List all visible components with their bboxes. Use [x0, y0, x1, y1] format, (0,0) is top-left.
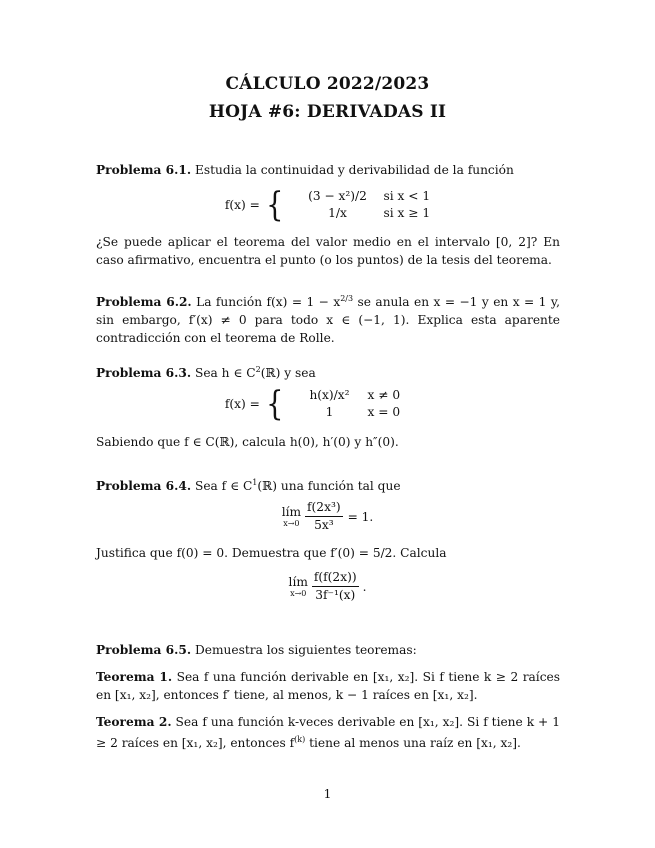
problem-heading: Problema 6.2.: [96, 295, 192, 310]
piecewise-function-2: [0, 384, 655, 424]
exponent: 2/3: [340, 294, 354, 303]
cases-table: [292, 188, 431, 222]
title-line-2: HOJA #6: DERIVADAS II: [208, 102, 447, 122]
problem-6-5-statement: [96, 641, 560, 659]
problem-6-1-question: ¿Se puede aplicar el teorema del valor medio en el intervalo [0, 2]? En caso afirmativo, encuentra el punto (o los puntos) de la tesis del teorema.: [96, 235, 560, 267]
equation-rhs: = 1.: [347, 509, 374, 524]
problem-6-2-statement: [96, 290, 560, 347]
exponent: (k): [294, 735, 306, 744]
limit-word: lím: [288, 575, 308, 589]
function-lhs: f(x) =: [224, 198, 260, 212]
limit-word: lím: [281, 505, 302, 519]
limit-operator: [282, 505, 301, 528]
problem-text: (ℝ) una función tal que: [257, 479, 401, 494]
problem-6-1-statement: [96, 161, 560, 179]
numerator: f(f(2x)): [312, 570, 359, 587]
problem-6-3-question: Sabiendo que f ∈ C(ℝ), calcula h(0), h′(0) y h″(0).: [96, 435, 399, 449]
case-expression: h(x)/x²: [309, 388, 350, 402]
problem-6-4-question: Justifica que f(0) = 0. Demuestra que f′(0) = 5/2. Calcula: [96, 546, 447, 560]
problem-heading: Problema 6.3.: [96, 366, 192, 381]
limit-equation-1: [0, 500, 655, 533]
equation-rhs: .: [362, 579, 367, 594]
problem-text: La función f(x) = 1 − x: [196, 295, 341, 310]
problem-text: Sea h ∈ C: [194, 366, 256, 381]
exponent: 1: [252, 478, 258, 487]
problem-text: Estudia la continuidad y derivabilidad de la función: [194, 163, 514, 177]
case-condition: si x ≥ 1: [383, 206, 431, 220]
problem-6-3-statement: [96, 361, 560, 382]
limit-subscript: x→0: [283, 519, 300, 528]
denominator: 5x³: [314, 518, 334, 532]
function-lhs: f(x) =: [224, 397, 260, 411]
limit-operator: [289, 575, 308, 598]
case-condition: x ≠ 0: [367, 388, 401, 402]
case-expression: 1: [325, 405, 334, 419]
left-brace-icon: {: [266, 185, 284, 225]
theorem-text: Sea f una función k-veces derivable en [x₁, x₂]. Si f tiene k + 1 ≥ 2 raíces en [x₁, x₂], entonces f: [96, 715, 560, 751]
piecewise-function-1: [0, 185, 655, 225]
problem-text: Demuestra los siguientes teoremas:: [194, 643, 417, 657]
fraction: [312, 570, 359, 603]
title-line-1: CÁLCULO 2022/2023: [225, 74, 430, 94]
case-expression: (3 − x²)/2: [308, 189, 367, 203]
case-expression: 1/x: [328, 206, 347, 220]
case-condition: si x < 1: [383, 189, 431, 203]
problem-text: (ℝ) y sea: [260, 366, 316, 381]
denominator: 3f⁻¹(x): [315, 588, 356, 602]
problem-6-4-statement: [96, 474, 560, 495]
problem-text: Sea f ∈ C: [194, 479, 253, 494]
cases-table: [292, 387, 401, 421]
limit-equation-2: [0, 570, 655, 603]
theorem-heading: Teorema 1.: [96, 670, 173, 684]
limit-subscript: x→0: [290, 589, 307, 598]
theorem-text: tiene al menos una raíz en [x₁, x₂].: [305, 736, 521, 751]
problem-text: se anula en x = −1 y en x = 1 y, sin embargo, f′(x) ≠ 0 para todo x ∈ (−1, 1). Explica esta aparente contradicción con el teorema de Rolle.: [96, 295, 561, 346]
case-condition: x = 0: [367, 405, 401, 419]
numerator: f(2x³): [305, 500, 343, 517]
problem-heading: Problema 6.4.: [96, 479, 192, 494]
theorem-heading: Teorema 2.: [96, 715, 172, 729]
theorem-1: [96, 668, 560, 704]
page-number: 1: [323, 787, 332, 801]
problem-heading: Problema 6.1.: [96, 163, 192, 177]
theorem-text: Sea f una función derivable en [x₁, x₂]. Si f tiene k ≥ 2 raíces en [x₁, x₂], entonces f′ tiene, al menos, k − 1 raíces en [x₁, x₂].: [96, 670, 560, 702]
problem-heading: Problema 6.5.: [96, 643, 192, 657]
left-brace-icon: {: [266, 384, 284, 424]
exponent: 2: [255, 365, 261, 374]
theorem-2: [96, 713, 560, 752]
fraction: [305, 500, 343, 533]
